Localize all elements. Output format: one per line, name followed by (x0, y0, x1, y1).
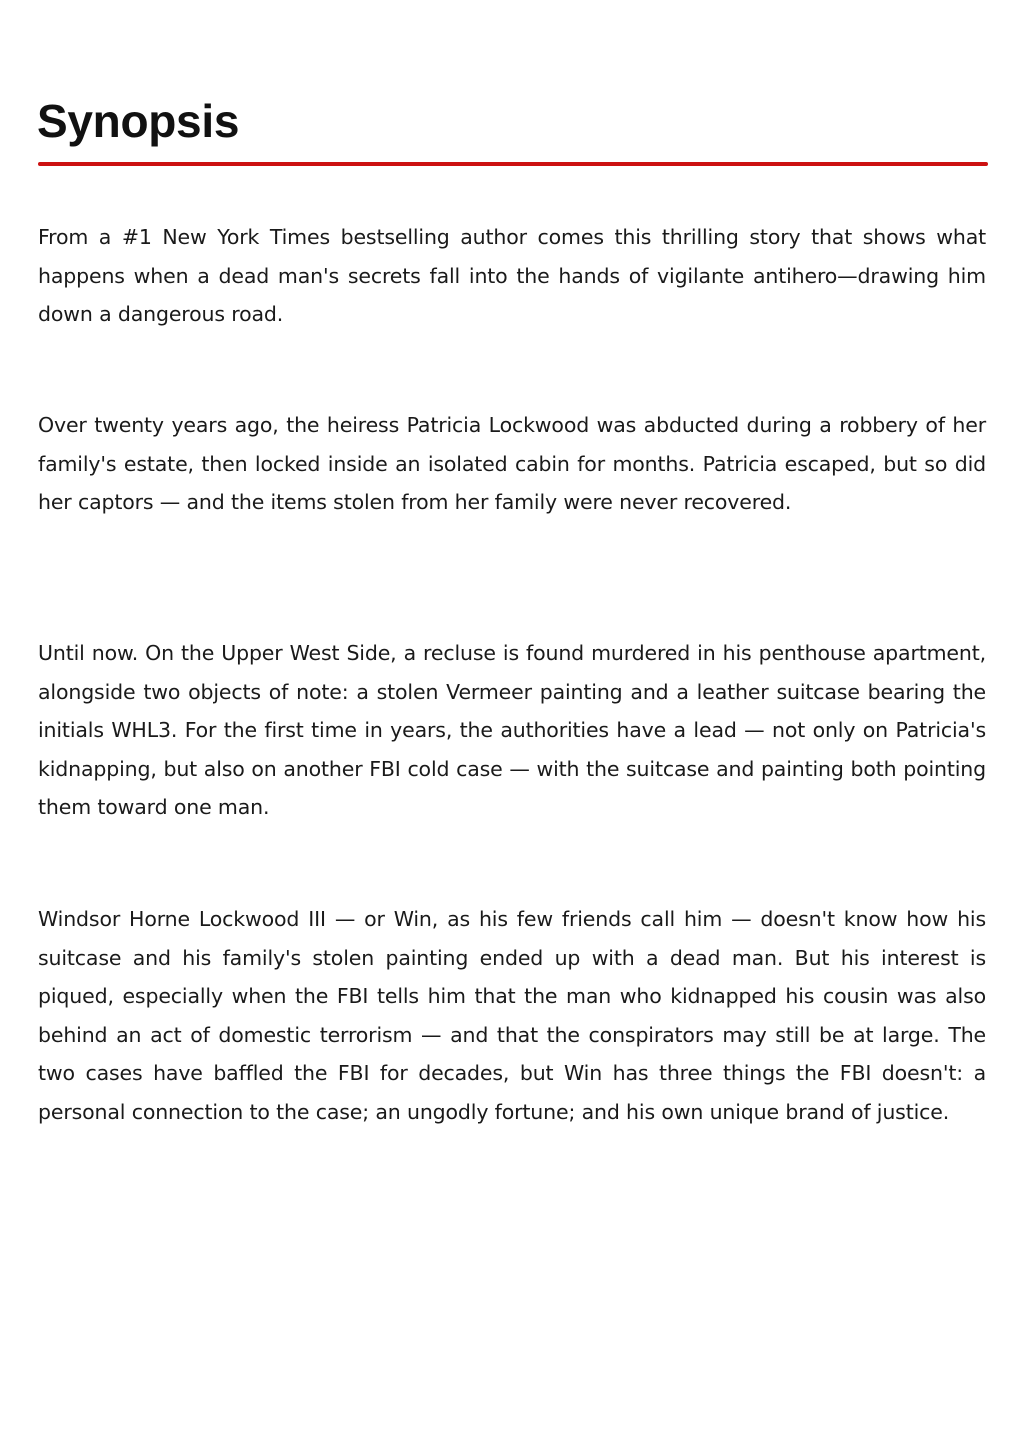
title-underline-divider (38, 162, 988, 166)
synopsis-paragraph-1: From a #1 New York Times bestselling author comes this thrilling story that shows what happens when a dead man's secrets fall into the hands of vigilante antihero—drawing him down a dangerous road. (38, 225, 986, 327)
synopsis-paragraph-2: Over twenty years ago, the heiress Patricia Lockwood was abducted during a robbery of her family's estate, then locked inside an isolated cabin for months. Patricia escaped, but so did her captors — and the items stolen from her family were never recovered. (38, 413, 986, 515)
page-title: Synopsis (37, 95, 240, 147)
synopsis-paragraph-4: Windsor Horne Lockwood III — or Win, as his few friends call him — doesn't know how his suitcase and his family's stolen painting ended up with a dead man. But his interest is piqued, especially when the FBI tells him that the man who kidnapped his cousin was also behind an act of domestic terrorism — and that the conspirators may still be at large. The two cases have baffled the FBI for decades, but Win has three things the FBI doesn't: a personal connection to the case; an ungodly fortune; and his own unique brand of justice. (38, 907, 986, 1124)
synopsis-paragraph-3: Until now. On the Upper West Side, a recluse is found murdered in his penthouse apartment, alongside two objects of note: a stolen Vermeer painting and a leather suitcase bearing the initials WHL3. For the first time in years, the authorities have a lead — not only on Patricia's kidnapping, but also on another FBI cold case — with the suitcase and painting both pointing them toward one man. (38, 641, 986, 820)
